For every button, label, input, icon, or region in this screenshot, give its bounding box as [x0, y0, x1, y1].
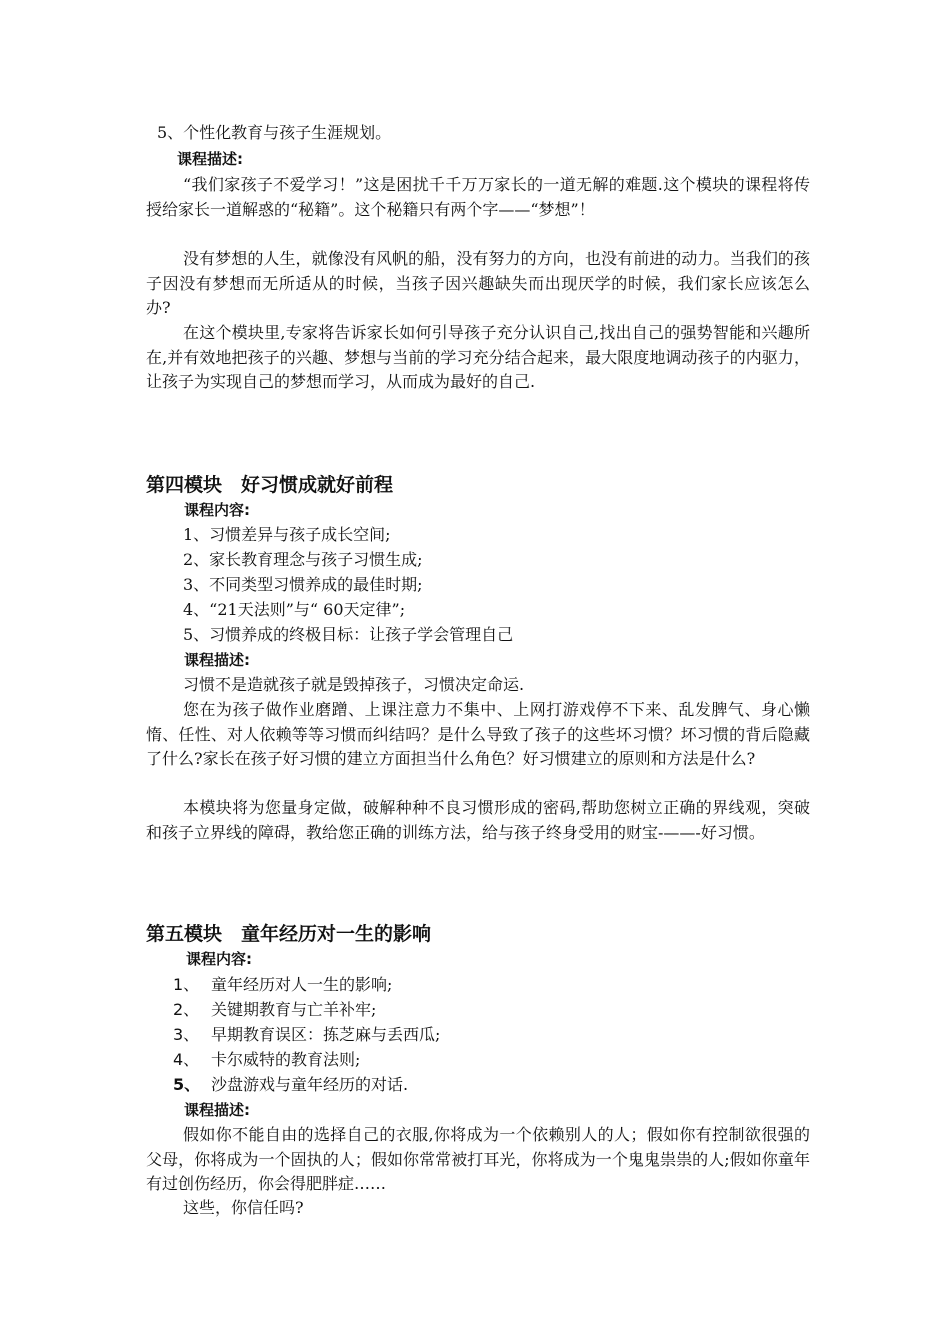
list-text: 童年经历对人一生的影响; — [211, 975, 393, 994]
list-number: 4、 — [173, 1050, 200, 1069]
module4-item-5: 5、习惯养成的终极目标：让孩子学会管理自己 — [183, 625, 514, 644]
module4-item-4: 4、“21天法则”与“ 60天定律”; — [183, 600, 406, 619]
module3-desc-label: 课程描述: — [177, 150, 243, 168]
list-number: 2、 — [173, 1000, 200, 1019]
module4-desc-paragraph-3: 本模块将为您量身定做，破解种种不良习惯形成的密码,帮助您树立正确的界线观，突破和孩子立界线的障碍，教给您正确的训练方法，给与孩子终身受用的财宝-——-好习惯。 — [146, 798, 810, 842]
list-text: 沙盘游戏与童年经历的对话. — [211, 1075, 409, 1094]
module4-item-1: 1、习惯差异与孩子成长空间; — [183, 525, 391, 544]
module5-item-3 — [173, 1023, 440, 1047]
module4-desc-paragraph-1: 习惯不是造就孩子就是毁掉孩子，习惯决定命运. — [183, 675, 525, 694]
module5-item-4 — [173, 1048, 360, 1072]
module4-heading: 第四模块 好习惯成就好前程 — [146, 474, 394, 496]
module3-desc-paragraph-3: 在这个模块里,专家将告诉家长如何引导孩子充分认识自己,找出自己的强势智能和兴趣所在,并有效地把孩子的兴趣、梦想与当前的学习充分结合起来，最大限度地调动孩子的内驱力，让孩子为实现自己的梦想而学习，从而成为最好的自己. — [146, 323, 810, 391]
module5-item-1 — [173, 973, 392, 997]
module5-content-label: 课程内容: — [186, 950, 252, 968]
module4-desc-paragraph-2: 您在为孩子做作业磨蹭、上课注意力不集中、上网打游戏停不下来、乱发脾气、身心懒惰、任性、对人依赖等等习惯而纠结吗？是什么导致了孩子的这些坏习惯？坏习惯的背后隐藏了什么?家长在孩子好习惯的建立方面担当什么角色？好习惯建立的原则和方法是什么? — [146, 700, 810, 768]
list-number: 5、 — [173, 1075, 201, 1094]
module5-desc-paragraph-2: 这些，你信任吗? — [183, 1198, 304, 1217]
list-number: 1、 — [173, 975, 200, 994]
module5-desc-paragraph-1: 假如你不能自由的选择自己的衣服,你将成为一个依赖别人的人；假如你有控制欲很强的父母，你将成为一个固执的人；假如你常常被打耳光，你将成为一个鬼鬼祟祟的人;假如你童年有过创伤经历，你会得肥胖症…… — [146, 1125, 810, 1193]
list-text: 早期教育误区：拣芝麻与丢西瓜; — [211, 1025, 441, 1044]
module4-item-3: 3、不同类型习惯养成的最佳时期; — [183, 575, 423, 594]
module5-item-5 — [173, 1073, 408, 1097]
list-text: 关键期教育与亡羊补牢; — [211, 1000, 377, 1019]
module3-desc-paragraph-2: 没有梦想的人生，就像没有风帆的船，没有努力的方向，也没有前进的动力。当我们的孩子因没有梦想而无所适从的时候，当孩子因兴趣缺失而出现厌学的时候，我们家长应该怎么办? — [146, 249, 810, 317]
module3-item-5: 5、个性化教育与孩子生涯规划。 — [157, 123, 392, 142]
module4-desc-label: 课程描述: — [184, 651, 250, 669]
module5-heading: 第五模块 童年经历对一生的影响 — [146, 923, 432, 945]
module4-content-label: 课程内容: — [184, 501, 250, 519]
module5-desc-label: 课程描述: — [184, 1101, 250, 1119]
module3-desc-paragraph-1: “我们家孩子不爱学习！”这是困扰千千万万家长的一道无解的难题.这个模块的课程将传授给家长一道解惑的“秘籍”。这个秘籍只有两个字——“梦想”！ — [146, 175, 810, 219]
list-number: 3、 — [173, 1025, 200, 1044]
list-text: 卡尔威特的教育法则; — [211, 1050, 361, 1069]
module4-item-2: 2、家长教育理念与孩子习惯生成; — [183, 550, 423, 569]
module5-item-2 — [173, 998, 376, 1022]
